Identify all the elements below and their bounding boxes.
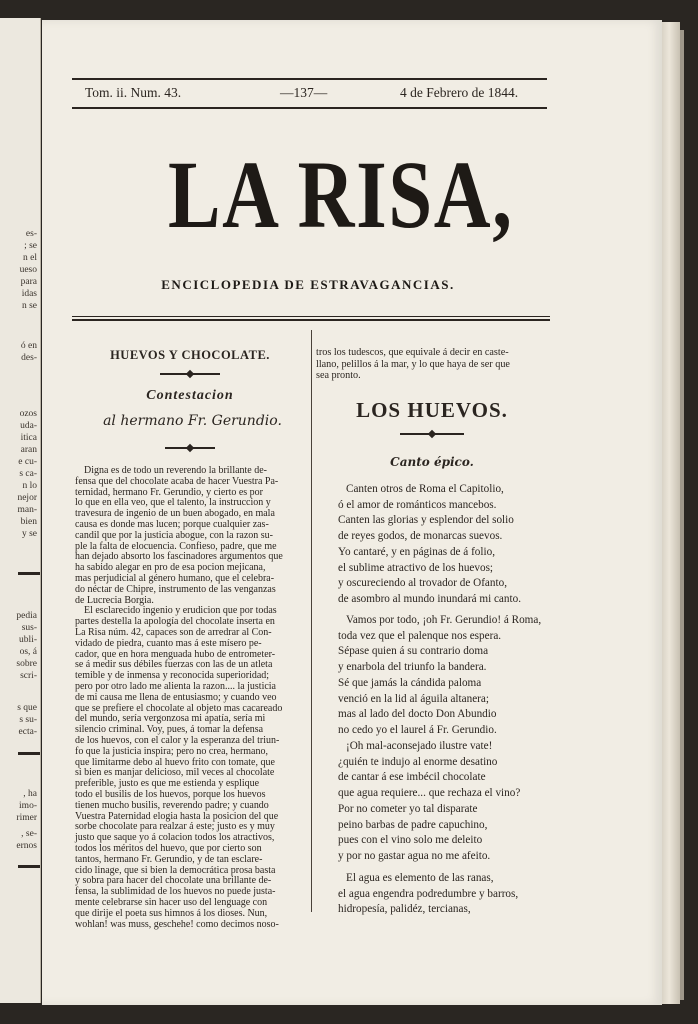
body-text-line: si bien es manjar delicioso, mil veces al chocolate <box>75 767 275 779</box>
previous-page-fragment: nejor <box>17 493 37 503</box>
previous-page-fragment: para <box>20 277 37 287</box>
poem-line: venció en la lid al águila altanera; <box>338 692 489 705</box>
previous-page-fragment: imo- <box>19 801 37 811</box>
body-text-line: Vuestra Paternidad elogia hasta la posicion del que <box>75 810 279 822</box>
body-text-line: El esclarecido ingenio y erudicion que por todas <box>84 605 277 617</box>
body-text-line: de los huevos, con el calor y la esperanza del triun- <box>75 735 280 746</box>
body-text-line: Digna es de todo un reverendo la brillante de- <box>84 465 267 476</box>
body-text-line: partes destella la apología del chocolate inserta en <box>75 616 275 628</box>
body-text-line: temible y de inmensa y reconocida superioridad; <box>75 670 270 682</box>
previous-page-fragment: scri- <box>20 671 37 681</box>
body-text-line: wohlan! was muss, geschehe! como decimos noso- <box>75 918 279 930</box>
poem-line: Canten otros de Roma el Capitolio, <box>346 483 504 495</box>
previous-page-fragment: s que <box>17 703 37 713</box>
masthead-title: LA RISA, <box>168 141 514 248</box>
previous-page-fragment: es- <box>25 229 37 239</box>
section-title: HUEVOS Y CHOCOLATE. <box>110 348 270 362</box>
previous-page-fragment: , se- <box>21 829 37 839</box>
poem-line: el sublime atractivo de los huevos; <box>338 561 494 574</box>
masthead-subtitle: ENCICLOPEDIA DE ESTRAVAGANCIAS. <box>161 277 455 292</box>
body-text-line: han dejado absorto los fascinadores argumentos que <box>75 551 283 563</box>
header-top-rule <box>72 78 547 80</box>
body-text-line: del mundo, sería vergonzosa mi apatía, sería mi <box>75 713 266 725</box>
previous-page-fragment: ecta- <box>18 727 37 737</box>
previous-page-fragment: des- <box>21 353 37 363</box>
response-title: Contestacion <box>146 388 234 403</box>
previous-page-fragment: e cu- <box>18 457 37 467</box>
body-text-line: tienen mucho busilis, reverendo padre; y cuando <box>75 799 269 811</box>
body-text-line: cador, que en hora menguada hubo de entrometer- <box>75 648 276 660</box>
poem-line: ¡Oh mal-aconsejado ilustre vate! <box>346 740 493 752</box>
body-text-line: tantos, hermano Fr. Gerundio, y de tan esclare- <box>75 853 263 865</box>
poem-title: LOS HUEVOS. <box>356 398 508 422</box>
header-row <box>85 85 540 103</box>
poem-line: Vamos por todo, ¡oh Fr. Gerundio! á Roma, <box>346 614 542 626</box>
poem-line: no cedo yo el laurel á Fr. Gerundio. <box>338 723 497 736</box>
body-text-line: que dirije el poeta sus himnos á los dioses. Nun, <box>75 907 268 919</box>
previous-page-fragment: bien <box>20 517 37 527</box>
body-text-line: todo el busilis de los huevos, porque los huevos <box>75 789 266 800</box>
previous-page-fragment: sus- <box>21 623 37 633</box>
body-text-line: La Risa núm. 42, capaces son de arredrar al Con- <box>75 627 272 638</box>
previous-page-fragment: idas <box>21 289 37 299</box>
issue-date: 4 de Febrero de 1844. <box>400 85 519 100</box>
body-text-line: candil que por la justicia abogue, con la razon su- <box>75 529 273 541</box>
previous-page-fragment: os, á <box>19 647 37 657</box>
poem-line: y por no gastar agua no me afeito. <box>338 849 491 862</box>
body-text-line: y sobra para hacer del chocolate una brillante de- <box>75 875 272 887</box>
previous-page-fragment: ó en <box>20 341 37 351</box>
previous-page-fragment: man- <box>17 505 37 515</box>
column-divider <box>311 330 312 912</box>
body-text-line: justo que saque yo á colacion todos los atractivos, <box>75 832 275 844</box>
body-text-line: mente celebrarse sin hacer uso del lenguage con <box>75 897 268 908</box>
masthead-rule-2 <box>72 319 550 321</box>
previous-page-fragment: sobre <box>16 659 37 669</box>
poem-line: de reyes godos, de monarcas suevos. <box>338 530 503 543</box>
page-edge <box>662 22 680 1004</box>
body-text-line: silencio criminal. Voy, pues, á tomar la defensa <box>75 724 264 736</box>
body-text-line: vidado de piedra, cuanto mas á este mísero pe- <box>75 637 262 649</box>
previous-page-fragment: ozos <box>19 409 37 419</box>
previous-page-fragment: pedia <box>16 611 37 621</box>
body-text-line: ternidad, hermano Fr. Gerundio, y cierto es por <box>75 486 263 498</box>
previous-page-rule <box>18 865 40 868</box>
header-bottom-rule <box>72 107 547 109</box>
body-text-line: de Lucrecia Borgia. <box>75 594 154 606</box>
body-text-line: causa es donde mas lucen; porque cualquier zas- <box>75 519 269 530</box>
intro-text-line: llano, pelillos á la mar, y lo que haya de ser que <box>316 358 510 370</box>
previous-page-fragment: y se <box>21 529 37 539</box>
body-text-line: sorbe chocolate para realzar á este; justo es y muy <box>75 821 275 833</box>
previous-page-fragment: n lo <box>22 481 37 491</box>
body-text-line: cido linage, que si bien la democrática prosa basta <box>75 864 276 876</box>
previous-page-fragment: ueso <box>19 265 37 275</box>
previous-page-strip <box>0 18 41 1003</box>
poem-line: peino barbas de padre capuchino, <box>338 818 488 831</box>
body-text-line: fo que la justicia inspira; pero no crea, hermano, <box>75 745 268 757</box>
previous-page-fragment: ernos <box>16 841 37 851</box>
poem-line: Sépase quien á su contrario doma <box>338 645 489 658</box>
intro-text-line: tros los tudescos, que equivale á decir en caste- <box>316 347 509 358</box>
previous-page-fragment: s ca- <box>19 469 37 479</box>
poem-line: hidropesía, palidéz, tercianas, <box>338 903 471 916</box>
ornament-divider-2 <box>165 447 215 449</box>
body-text-line: ha sabido alegar en pro de esa pocion mejicana, <box>75 562 266 574</box>
poem-line: Canten las glorias y esplendor del solio <box>338 514 514 527</box>
previous-page-fragment: itica <box>20 433 37 443</box>
poem-line: y enarbola del triunfo la bandera. <box>338 661 487 674</box>
previous-page-fragment: aran <box>20 445 37 455</box>
poem-line: ¿quién te indujo al enorme desatino <box>338 755 498 768</box>
response-subtitle: al hermano Fr. Gerundio. <box>103 413 282 429</box>
body-text-line: fensa, la sublimidad de los huevos no puede justa- <box>75 886 276 898</box>
poem-subtitle: Canto épico. <box>390 455 474 469</box>
previous-page-fragment: n el <box>23 253 37 263</box>
body-text-line: mas perjudicial al género humano, que el celebra- <box>75 573 275 584</box>
body-text-line: todos los méritos del huevo, que por cierto son <box>75 843 262 854</box>
page-number: —137— <box>280 85 328 100</box>
body-text-line: pero por otro lado me alienta la razon.... la justicia <box>75 681 276 692</box>
previous-page-fragment: rimer <box>16 813 37 823</box>
poem-line: mas al lado del docto Don Abundio <box>338 708 497 721</box>
poem-line: de cantar á ese imbécil chocolate <box>338 771 486 784</box>
poem-line: toda vez que el palenque nos espera. <box>338 629 502 642</box>
body-text-line: do néctar de Chipre, instrumento de las venganzas <box>75 583 276 595</box>
previous-page-rule <box>18 752 40 755</box>
body-text-line: preferible, justo es que me estienda y esplique <box>75 778 260 790</box>
poem-line: pues con el vino solo me deleito <box>338 834 483 847</box>
previous-page-rule <box>18 572 40 575</box>
previous-page-fragment: s su- <box>19 715 37 725</box>
previous-page-fragment: , ha <box>23 789 37 799</box>
poem-line: Por no cometer yo tal disparate <box>338 802 478 815</box>
poem-line: que agua requiere... que rechaza el vino? <box>338 787 521 800</box>
poem-line: y oscureciendo al trovador de Ofanto, <box>338 577 507 590</box>
poem-line: Sé que jamás la cándida paloma <box>338 676 482 689</box>
body-text-line: lo que en ella veo, que el talento, la instruccion y <box>75 497 271 509</box>
poem-ornament <box>400 433 464 435</box>
previous-page-fragment: n se <box>21 301 37 311</box>
ornament-divider <box>160 373 220 375</box>
poem-line: Yo cantaré, y en páginas de á folio, <box>338 545 495 558</box>
body-text-line: fensa que del chocolate acaba de hacer Vuestra Pa- <box>75 475 279 487</box>
poem-line: El agua es elemento de las ranas, <box>346 872 494 884</box>
body-text-line: ple la falta de elocuencia. Confieso, padre, que me <box>75 540 277 552</box>
page-edge-shadow <box>680 30 684 1000</box>
body-text-line: de mi causa me llena de entusiasmo; y cuando veo <box>75 691 277 703</box>
body-text-line: se á medir sus débiles fuerzas con las de un atleta <box>75 659 273 671</box>
intro-text-line: sea pronto. <box>316 370 361 381</box>
previous-page-fragment: ubli- <box>19 635 37 645</box>
body-text-line: travesura de ingenio de un buen abogado, en mala <box>75 508 275 520</box>
body-text-line: que se prefiere el chocolate al objeto mas cacareado <box>75 702 283 714</box>
masthead-rule-1 <box>72 316 550 317</box>
previous-page-fragment: ; se <box>24 241 37 251</box>
poem-line: ó el amor de románticos mancebos. <box>338 498 497 511</box>
poem-line: de asombro al mundo inundará mi canto. <box>338 592 521 605</box>
body-text-line: que limitarme debo al huevo frito con tomate, que <box>75 756 275 768</box>
previous-page-fragment: uda- <box>20 421 37 431</box>
volume-number: Tom. ii. Num. 43. <box>85 85 182 100</box>
poem-line: el agua engendra podredumbre y barros, <box>338 887 519 900</box>
